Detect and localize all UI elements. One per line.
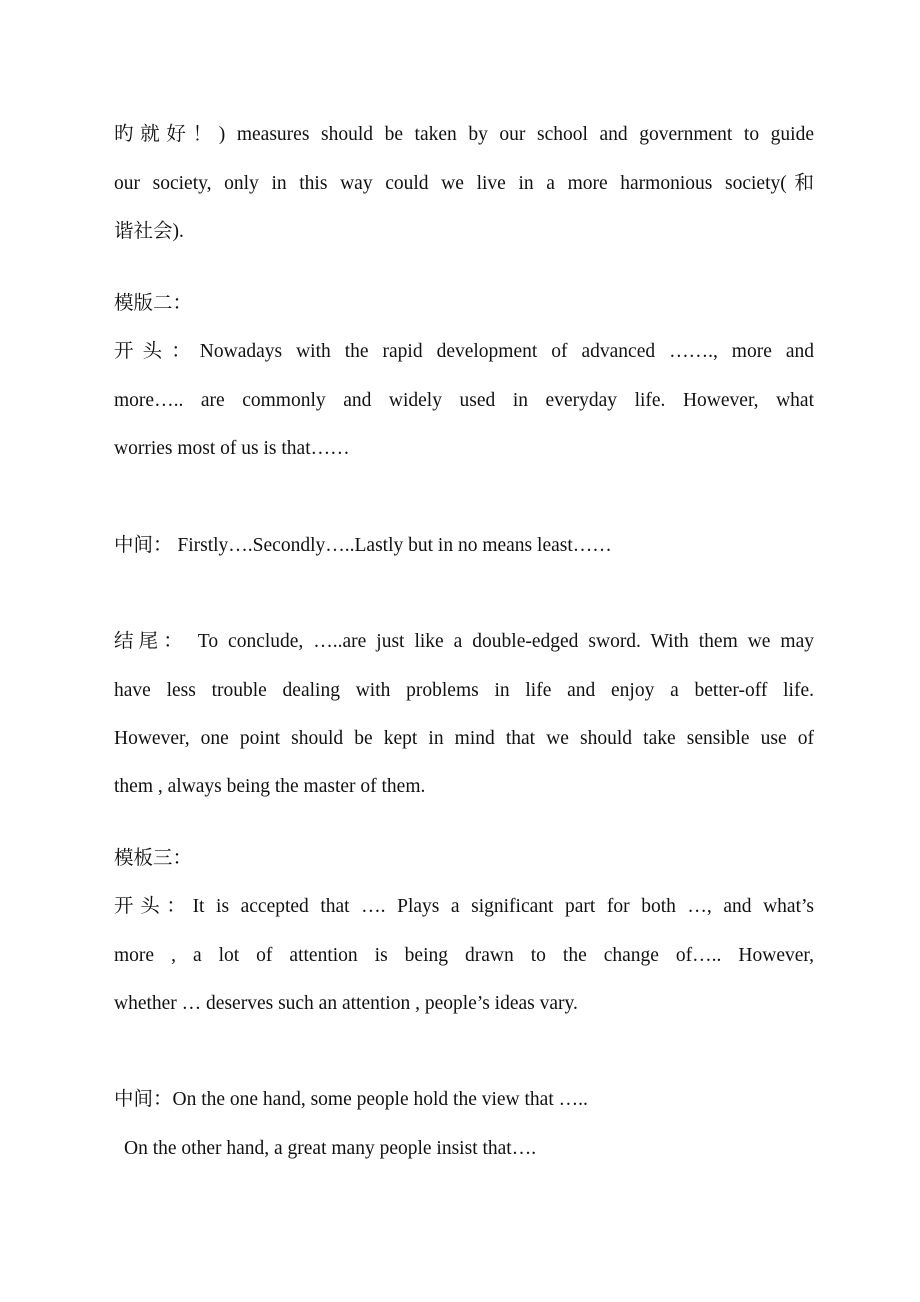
- text-line: our society, only in this way could we live in a more harmonious society(和: [114, 173, 814, 194]
- text-line: more , a lot of attention is being drawn to the change of….. However,: [114, 945, 814, 966]
- text-line: However, one point should be kept in mind that we should take sensible use of: [114, 728, 814, 749]
- text-line: 旳就好！) measures should be taken by our school and government to guide: [114, 124, 814, 145]
- text-line: 开头：It is accepted that …. Plays a significant part for both …, and what’s: [114, 896, 814, 917]
- text-line: On the other hand, a great many people insist that….: [124, 1138, 537, 1159]
- text-line: more….. are commonly and widely used in everyday life. However, what: [114, 390, 814, 411]
- text-line: 中间：On the one hand, some people hold the view that …..: [114, 1089, 588, 1110]
- template-heading: 模板三：: [114, 848, 193, 869]
- text-line: 开头：Nowadays with the rapid development of advanced ……., more and: [114, 341, 814, 362]
- text-line: them , always being the master of them.: [114, 776, 426, 797]
- text-line: 谐社会).: [114, 221, 184, 242]
- text-line: have less trouble dealing with problems in life and enjoy a better-off life.: [114, 680, 814, 701]
- text-line: 中间： Firstly….Secondly…..Lastly but in no means least……: [114, 535, 612, 556]
- text-line: whether … deserves such an attention , people’s ideas vary.: [114, 993, 578, 1014]
- text-line: 结尾： To conclude, …..are just like a double-edged sword. With them we may: [114, 631, 814, 652]
- template-heading: 模版二：: [114, 293, 193, 314]
- text-line: worries most of us is that……: [114, 438, 350, 459]
